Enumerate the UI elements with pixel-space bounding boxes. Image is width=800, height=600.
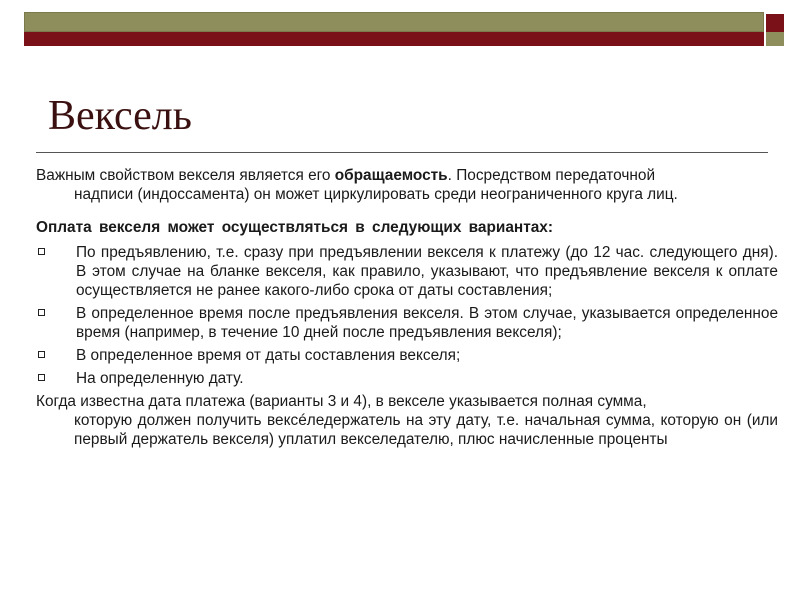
square-bullet-icon: [38, 309, 45, 316]
header-bar-olive: [24, 12, 764, 32]
list-item: [36, 346, 778, 365]
square-bullet-icon: [38, 248, 45, 255]
title-divider: [36, 152, 768, 153]
list-item-text: В определенное время после предъявления векселя. В этом случае, указывается определенное время (например, в течение 10 дней после предъявления векселя);: [76, 305, 778, 341]
corner-square-red: [766, 14, 784, 32]
square-bullet-icon: [38, 374, 45, 381]
closing-text-rest: которую должен получить вексéледержатель на эту дату, т.е. начальная сумма, которую он (или первый держатель векселя) уплатил векселедателю, плюс начисленные проценты: [74, 412, 778, 448]
closing-paragraph: [36, 392, 778, 449]
intro-paragraph: [36, 166, 778, 204]
slide-body: [36, 166, 778, 449]
variants-list: [36, 243, 778, 388]
closing-text-first: Когда известна дата платежа (варианты 3 и 4), в векселе указывается полная сумма,: [36, 393, 647, 410]
intro-text-after: . Посредством передаточной: [447, 167, 656, 184]
list-item-text: По предъявлению, т.е. сразу при предъявлении векселя к платежу (до 12 час. следующего дня). В этом случае на бланке векселя, как правило, указывают, что предъявление векселя к оплате осуществляется не ранее какого-либо срока от даты составления;: [76, 244, 778, 299]
intro-text-rest: надписи (индоссамента) он может циркулировать среди неограниченного круга лиц.: [74, 186, 678, 203]
list-item: [36, 369, 778, 388]
corner-square-olive: [766, 32, 784, 46]
list-item-text: В определенное время от даты составления векселя;: [76, 347, 461, 364]
intro-bold-term: обращаемость: [334, 167, 448, 184]
variants-heading: Оплата векселя может осуществляться в следующих вариантах:: [36, 219, 553, 236]
list-item-text: На определенную дату.: [76, 370, 244, 387]
header-bar-red: [24, 32, 764, 46]
list-item: [36, 304, 778, 342]
square-bullet-icon: [38, 351, 45, 358]
list-item: [36, 243, 778, 300]
slide-title: Вексель: [48, 93, 192, 139]
intro-text-before: Важным свойством векселя является его: [36, 167, 335, 184]
